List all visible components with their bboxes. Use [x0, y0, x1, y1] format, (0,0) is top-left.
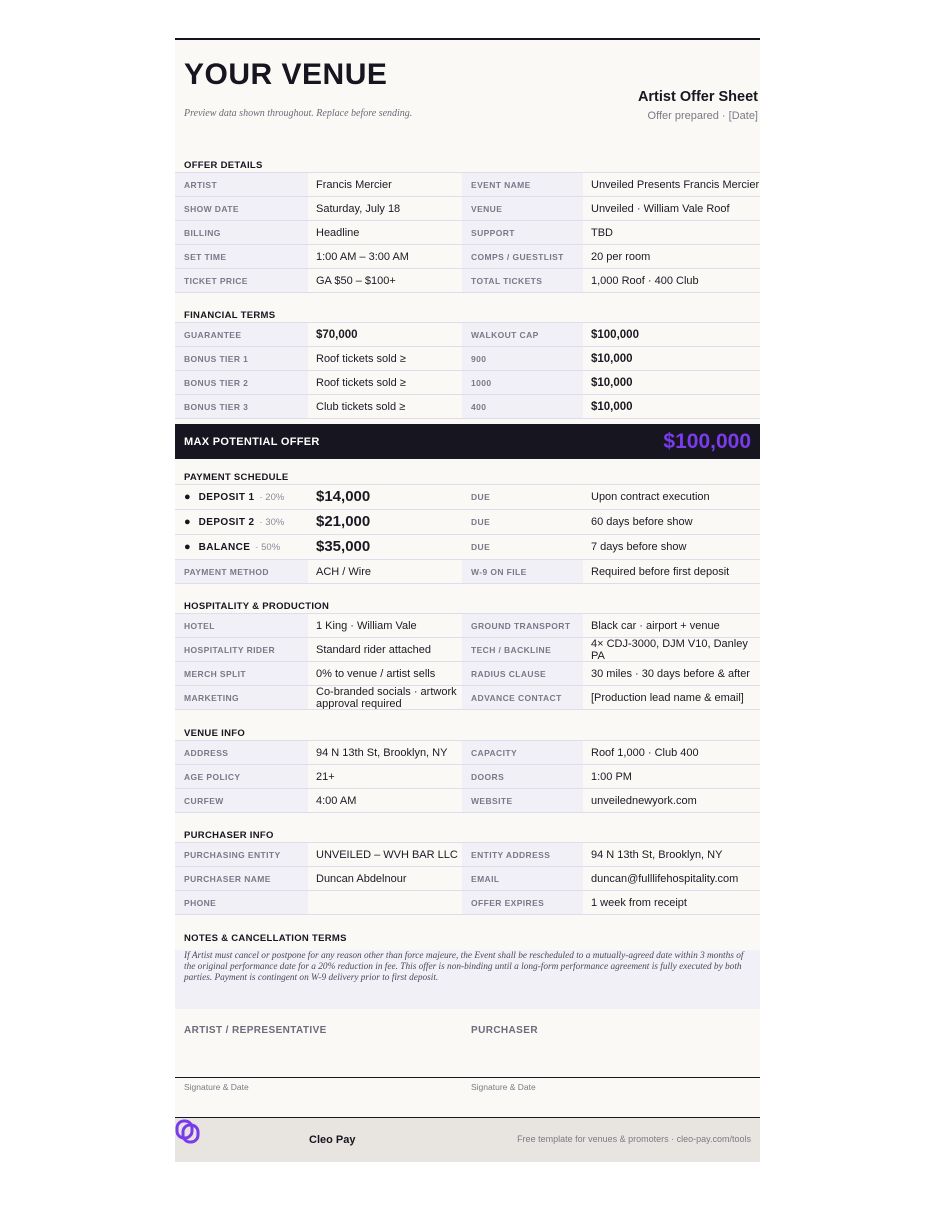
field-label-cell [462, 221, 583, 244]
field-label: CAPACITY [471, 747, 518, 758]
field-label: VENUE [471, 203, 503, 214]
offer-details-section [175, 160, 760, 293]
bullet-icon: ● [184, 516, 191, 528]
field-value: Required before first deposit [591, 565, 730, 578]
installment-amount: $21,000 [316, 513, 371, 530]
venue-info-table [175, 740, 760, 813]
field-label: BONUS TIER 1 [184, 353, 249, 364]
table-row [175, 395, 760, 419]
field-value: 1,000 Roof · 400 Club [591, 274, 699, 287]
due-label: DUE [471, 517, 491, 527]
field-value: 1 King · William Vale [316, 619, 417, 632]
field-label-cell [175, 662, 308, 685]
due-date: 7 days before show [591, 541, 687, 553]
field-label: BONUS TIER 3 [184, 401, 249, 412]
installment-amount: $14,000 [316, 488, 371, 505]
due-date-cell [583, 485, 760, 509]
section-heading: PURCHASER INFO [184, 830, 274, 841]
field-value: Headline [316, 226, 360, 239]
table-row [175, 221, 760, 245]
max-offer-label: MAX POTENTIAL OFFER [184, 435, 320, 448]
field-value: Unveiled · William Vale Roof [591, 202, 730, 215]
field-value: [Production lead name & email] [591, 691, 744, 704]
max-offer-value: $100,000 [663, 429, 751, 453]
field-value: 94 N 13th St, Brooklyn, NY [316, 746, 448, 759]
field-value-cell [583, 173, 760, 196]
table-row [175, 323, 760, 347]
installment-label: DEPOSIT 2 [198, 516, 255, 528]
due-label: DUE [471, 492, 491, 502]
field-label-cell [462, 197, 583, 220]
field-label: SET TIME [184, 251, 227, 262]
field-value-cell [583, 221, 760, 244]
field-label-cell [462, 867, 583, 890]
field-value-cell [308, 686, 462, 709]
table-row [175, 891, 760, 915]
field-label: SUPPORT [471, 227, 515, 238]
field-value-cell [583, 614, 760, 637]
field-value: UNVEILED – WVH BAR LLC [316, 848, 458, 861]
cancellation-terms-text: If Artist must cancel or postpone for any reason other than force majeure, the Event shall be rescheduled to a mutually-agreed date within 3 months of the original performance date for a 20% reduction in fee. This offer is non-binding until a long-form performance agreement is fully executed by both parties. Payment is contingent on W-9 delivery prior to first deposit. [175, 950, 760, 1009]
table-row [175, 843, 760, 867]
field-value-cell [308, 173, 462, 196]
field-value-cell [308, 843, 462, 866]
footer [175, 1117, 760, 1162]
due-label-cell [462, 485, 583, 509]
max-potential-offer-bar [175, 424, 760, 459]
due-label-cell [462, 535, 583, 559]
field-label: 900 [471, 353, 487, 364]
field-label: ENTITY ADDRESS [471, 849, 551, 860]
field-value-cell [583, 323, 760, 346]
field-value-cell [308, 245, 462, 268]
field-label: GUARANTEE [184, 329, 242, 340]
table-row [175, 789, 760, 813]
preview-note: Preview data shown throughout. Replace before sending. [184, 108, 413, 119]
field-value: Unveiled Presents Francis Mercier [591, 178, 760, 191]
section-heading: FINANCIAL TERMS [184, 310, 276, 321]
field-label: ADVANCE CONTACT [471, 692, 562, 703]
field-label-cell [462, 323, 583, 346]
field-label-cell [175, 197, 308, 220]
field-value-cell [583, 765, 760, 788]
field-label-cell [462, 269, 583, 292]
field-value: Duncan Abdelnour [316, 872, 407, 885]
field-value: Roof tickets sold ≥ [316, 352, 406, 365]
field-label-cell [462, 686, 583, 709]
field-label-cell [462, 662, 583, 685]
brand-name: Cleo Pay [309, 1134, 356, 1146]
field-label-cell [462, 395, 583, 418]
field-value-cell [308, 765, 462, 788]
field-label-cell [175, 173, 308, 196]
field-value-cell [308, 395, 462, 418]
field-value: unveilednewyork.com [591, 794, 697, 807]
installment-amount-cell [308, 485, 462, 509]
field-value: Club tickets sold ≥ [316, 400, 406, 413]
field-value-cell [583, 789, 760, 812]
field-value: Co-branded socials · artwork approval required [316, 686, 457, 709]
table-row [175, 347, 760, 371]
field-value: $10,000 [591, 376, 633, 389]
bullet-icon: ● [184, 491, 191, 503]
field-label-cell [462, 891, 583, 914]
field-value: Black car · airport + venue [591, 619, 720, 632]
field-value: $10,000 [591, 352, 633, 365]
field-label: EVENT NAME [471, 179, 531, 190]
field-value: GA $50 – $100+ [316, 274, 396, 287]
field-value: 20 per room [591, 250, 651, 263]
field-label: W-9 ON FILE [471, 566, 527, 577]
installment-label-cell [175, 485, 308, 509]
field-label: GROUND TRANSPORT [471, 620, 571, 631]
table-row [175, 197, 760, 221]
field-label: BILLING [184, 227, 221, 238]
field-label: PAYMENT METHOD [184, 566, 269, 577]
field-label-cell [462, 789, 583, 812]
artist-signature-date-label: Signature & Date [184, 1082, 249, 1092]
field-value: $10,000 [591, 400, 633, 413]
field-value-cell [583, 347, 760, 370]
field-value: Francis Mercier [316, 178, 392, 191]
section-heading: PAYMENT SCHEDULE [184, 472, 289, 483]
financial-terms-section [175, 310, 760, 419]
section-heading: OFFER DETAILS [184, 160, 263, 171]
field-value: 94 N 13th St, Brooklyn, NY [591, 848, 723, 861]
field-value-cell [583, 245, 760, 268]
field-label-cell [462, 741, 583, 764]
offer-sheet [175, 38, 760, 1161]
financial-terms-table [175, 322, 760, 419]
table-row [175, 765, 760, 789]
field-label-cell [175, 614, 308, 637]
field-value-cell [583, 867, 760, 890]
field-value-cell [583, 371, 760, 394]
section-heading: HOSPITALITY & PRODUCTION [184, 601, 330, 612]
field-label: AGE POLICY [184, 771, 241, 782]
field-label-cell [462, 765, 583, 788]
installment-row [175, 535, 760, 560]
field-label-cell [175, 765, 308, 788]
cleo-pay-logo-icon [175, 1118, 201, 1144]
field-value: $70,000 [316, 328, 358, 341]
field-label: MARKETING [184, 692, 240, 703]
field-value: Saturday, July 18 [316, 202, 401, 215]
field-label: MERCH SPLIT [184, 668, 247, 679]
purchaser-signature-label: PURCHASER [471, 1025, 538, 1036]
offer-details-table [175, 172, 760, 293]
field-value-cell [583, 269, 760, 292]
field-value-cell [308, 560, 462, 583]
installment-label-cell [175, 510, 308, 534]
field-value-cell [583, 843, 760, 866]
field-value-cell [308, 891, 462, 914]
field-label: HOTEL [184, 620, 215, 631]
purchaser-info-table [175, 842, 760, 915]
field-value-cell [308, 789, 462, 812]
field-label-cell [462, 347, 583, 370]
field-value-cell [308, 269, 462, 292]
field-value-cell [583, 741, 760, 764]
table-row [175, 662, 760, 686]
due-label: DUE [471, 542, 491, 552]
field-value: Standard rider attached [316, 643, 431, 656]
installment-label: DEPOSIT 1 [198, 491, 255, 503]
field-value: 21+ [316, 770, 335, 783]
field-value-cell [308, 662, 462, 685]
installment-amount-cell [308, 535, 462, 559]
field-label-cell [462, 371, 583, 394]
document-title: Artist Offer Sheet [637, 89, 758, 105]
field-value: duncan@fulllifehospitality.com [591, 872, 739, 885]
field-label: 400 [471, 401, 487, 412]
field-value: 0% to venue / artist sells [316, 667, 436, 680]
payment-schedule-table [175, 484, 760, 584]
field-label-cell [462, 638, 583, 661]
field-label: 1000 [471, 377, 492, 388]
field-label-cell [175, 891, 308, 914]
installment-percent: · 30% [259, 516, 285, 528]
installment-row [175, 510, 760, 535]
field-label: CURFEW [184, 795, 224, 806]
notes-section [175, 933, 760, 945]
hospitality-section [175, 601, 760, 710]
field-value: ACH / Wire [316, 565, 371, 578]
due-date: 60 days before show [591, 516, 693, 528]
field-label: TICKET PRICE [184, 275, 248, 286]
field-label: TOTAL TICKETS [471, 275, 543, 286]
field-value-cell [583, 662, 760, 685]
field-label: WEBSITE [471, 795, 513, 806]
field-label-cell [175, 323, 308, 346]
field-value-cell [583, 197, 760, 220]
footer-tagline[interactable]: Free template for venues & promoters · cleo-pay.com/tools [517, 1134, 751, 1144]
field-label: ARTIST [184, 179, 218, 190]
field-label: PURCHASING ENTITY [184, 849, 281, 860]
signature-line[interactable] [175, 1077, 760, 1078]
field-label-cell [175, 867, 308, 890]
field-label-cell [462, 843, 583, 866]
field-value: Roof 1,000 · Club 400 [591, 746, 699, 759]
field-value-cell [308, 221, 462, 244]
field-value-cell [583, 686, 760, 709]
field-value-cell [308, 323, 462, 346]
field-label-cell [462, 614, 583, 637]
table-row [175, 371, 760, 395]
field-value: 4:00 AM [316, 794, 357, 807]
field-label-cell [175, 347, 308, 370]
field-label-cell [175, 371, 308, 394]
field-label: BONUS TIER 2 [184, 377, 249, 388]
installment-label: BALANCE [198, 541, 251, 553]
artist-signature-label: ARTIST / REPRESENTATIVE [184, 1025, 327, 1036]
field-label: DOORS [471, 771, 505, 782]
field-label-cell [175, 843, 308, 866]
field-label-cell [175, 741, 308, 764]
field-label: SHOW DATE [184, 203, 239, 214]
field-label-cell [175, 395, 308, 418]
table-row [175, 867, 760, 891]
field-label: RADIUS CLAUSE [471, 668, 547, 679]
field-label-cell [175, 245, 308, 268]
field-value-cell [583, 638, 760, 661]
field-value: 1 week from receipt [591, 896, 687, 909]
table-row [175, 614, 760, 638]
installment-row [175, 485, 760, 510]
installment-percent: · 50% [255, 541, 281, 553]
field-label-cell [175, 221, 308, 244]
field-value-cell [308, 638, 462, 661]
section-heading: VENUE INFO [184, 728, 246, 739]
field-value-cell [308, 371, 462, 394]
field-value-cell [308, 197, 462, 220]
table-row [175, 245, 760, 269]
table-row [175, 269, 760, 293]
purchaser-signature-date-label: Signature & Date [471, 1082, 536, 1092]
field-label-cell [175, 686, 308, 709]
table-row [175, 686, 760, 710]
field-label: PURCHASER NAME [184, 873, 271, 884]
due-date-cell [583, 510, 760, 534]
field-label-cell [175, 789, 308, 812]
field-label: PHONE [184, 897, 217, 908]
field-label: TECH / BACKLINE [471, 644, 552, 655]
field-value: 30 miles · 30 days before & after [591, 667, 750, 680]
field-value-cell [308, 347, 462, 370]
installment-amount: $35,000 [316, 538, 371, 555]
field-label-cell [462, 245, 583, 268]
field-value: $100,000 [591, 328, 639, 341]
due-date-cell [583, 535, 760, 559]
field-label: ADDRESS [184, 747, 229, 758]
field-value-cell [583, 560, 760, 583]
field-value: 1:00 AM – 3:00 AM [316, 250, 409, 263]
field-label-cell [175, 560, 308, 583]
field-label-cell [462, 173, 583, 196]
installment-amount-cell [308, 510, 462, 534]
hospitality-table [175, 613, 760, 710]
field-value: 1:00 PM [591, 770, 632, 783]
field-label: EMAIL [471, 873, 500, 884]
field-value-cell [583, 891, 760, 914]
field-label-cell [462, 560, 583, 583]
field-label: WALKOUT CAP [471, 329, 539, 340]
field-label: COMPS / GUESTLIST [471, 251, 564, 262]
installment-label-cell [175, 535, 308, 559]
table-row [175, 560, 760, 584]
field-value: TBD [591, 226, 613, 239]
field-value: 4× CDJ-3000, DJM V10, Danley PA [591, 638, 748, 661]
venue-title: YOUR VENUE [184, 58, 388, 91]
field-label-cell [175, 269, 308, 292]
field-label-cell [175, 638, 308, 661]
field-value: Roof tickets sold ≥ [316, 376, 406, 389]
due-label-cell [462, 510, 583, 534]
table-row [175, 638, 760, 662]
prepared-date: Offer prepared · [Date] [647, 110, 758, 122]
section-heading: NOTES & CANCELLATION TERMS [184, 933, 347, 944]
table-row [175, 173, 760, 197]
field-value-cell [308, 614, 462, 637]
due-date: Upon contract execution [591, 491, 710, 503]
bullet-icon: ● [184, 541, 191, 553]
field-label: HOSPITALITY RIDER [184, 644, 276, 655]
field-value-cell [583, 395, 760, 418]
field-label: OFFER EXPIRES [471, 897, 545, 908]
purchaser-info-section [175, 830, 760, 915]
field-value-cell [308, 867, 462, 890]
payment-schedule-section [175, 472, 760, 584]
installment-percent: · 20% [259, 491, 285, 503]
table-row [175, 741, 760, 765]
venue-info-section [175, 728, 760, 813]
field-value-cell [308, 741, 462, 764]
